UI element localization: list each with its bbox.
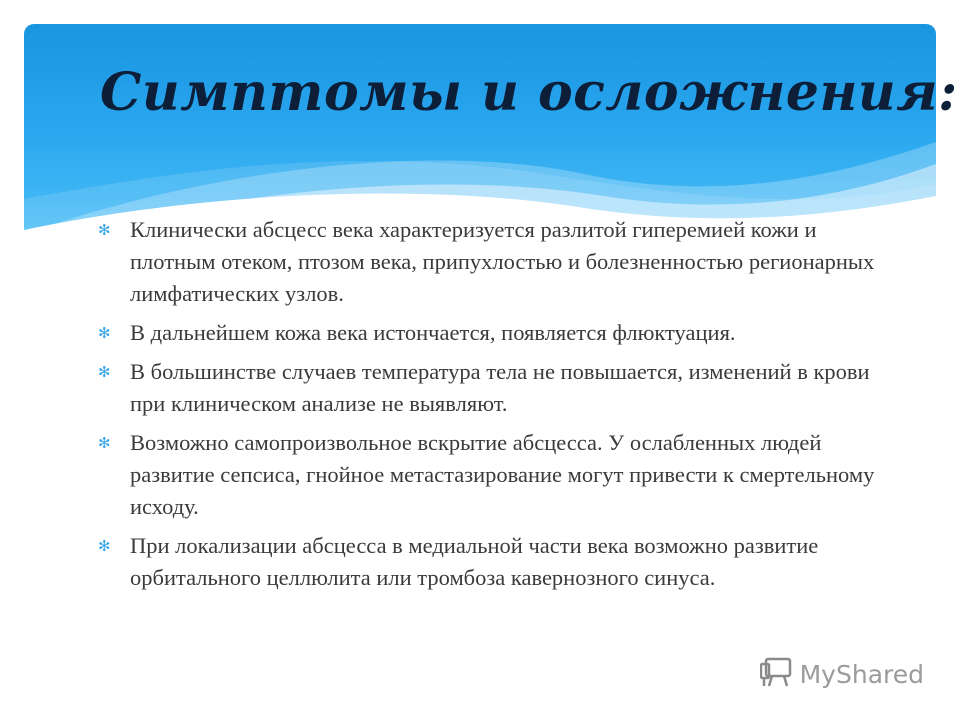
bullet-text: В большинстве случаев температура тела не повышается, изменений в крови при клиническом анализе не выявляют. <box>130 359 870 416</box>
bullet-list <box>98 214 888 601</box>
list-item <box>98 317 888 349</box>
asterisk-bullet-icon: ✻ <box>98 436 111 452</box>
bullet-text: Клинически абсцесс века характеризуется разлитой гиперемией кожи и плотным отеком, птозом века, припухлостью и болезненностью регионарных лимфатических узлов. <box>130 217 875 306</box>
asterisk-bullet-icon: ✻ <box>98 365 111 381</box>
list-item <box>98 214 888 310</box>
slide-title: Симптомы и осложнения: <box>100 62 958 123</box>
bullet-text: При локализации абсцесса в медиальной части века возможно развитие орбитального целлюлита или тромбоза кавернозного синуса. <box>130 533 819 590</box>
bullet-text: В дальнейшем кожа века истончается, появляется флюктуация. <box>130 320 736 345</box>
asterisk-bullet-icon: ✻ <box>98 326 111 342</box>
asterisk-bullet-icon: ✻ <box>98 539 111 555</box>
watermark <box>760 656 924 693</box>
list-item <box>98 530 888 594</box>
list-item <box>98 356 888 420</box>
presentation-board-icon <box>760 656 794 693</box>
watermark-text: MyShared <box>799 660 924 689</box>
list-item <box>98 427 888 523</box>
asterisk-bullet-icon: ✻ <box>98 223 111 239</box>
bullet-text: Возможно самопроизвольное вскрытие абсцесса. У ослабленных людей развитие сепсиса, гнойное метастазирование могут привести к смертельному исходу. <box>130 430 875 519</box>
